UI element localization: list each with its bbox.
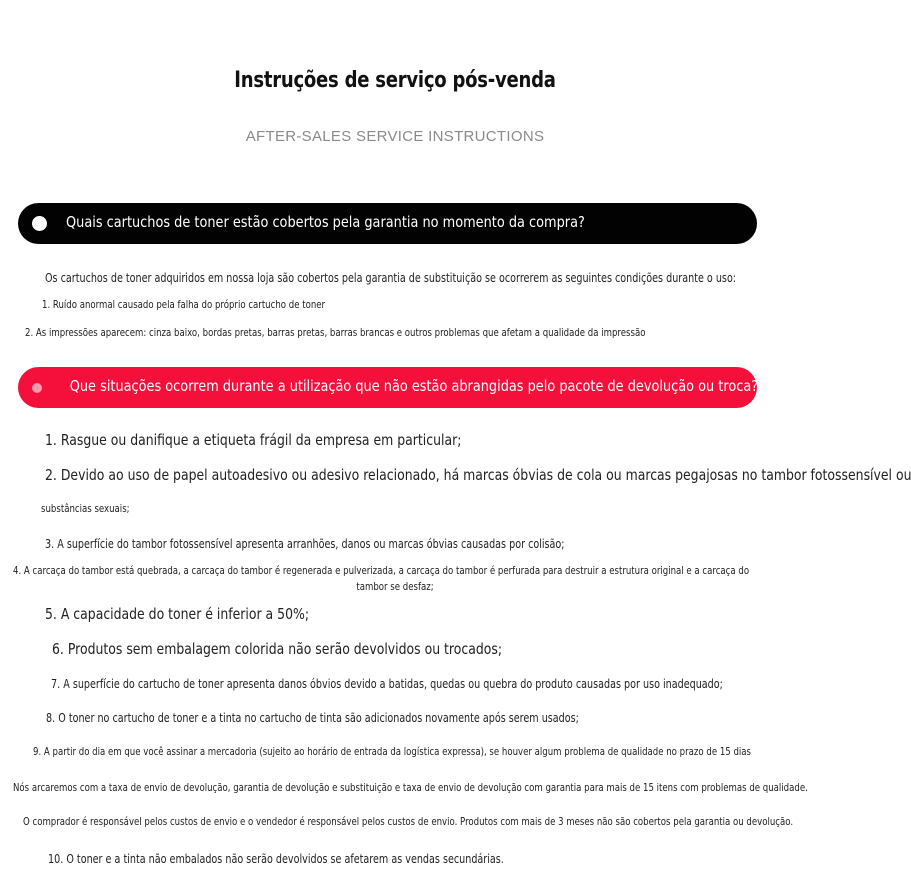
exclusion-item-6: 6. Produtos sem embalagem colorida não serão devolvidos ou trocados; [52, 640, 503, 658]
page-title: Instruções de serviço pós-venda [234, 68, 556, 93]
exclusion-item-4: 4. A carcaça do tambor está quebrada, a carcaça do tambor é regenerada e pulverizada, a carcaça do tambor é perfurada para destruir a estrutura original e a carcaça do [13, 564, 750, 577]
exclusion-item-7: 7. A superfície do cartucho de toner apresenta danos óbvios devido a batidas, quedas ou quebra do produto causadas por uso inadequado; [51, 677, 723, 691]
exclusion-item-9: 9. A partir do dia em que você assinar a mercadoria (sujeito ao horário de entrada da logística expressa), se houver algum problema de qualidade no prazo de 15 dias [33, 745, 752, 758]
section-1-intro: Os cartuchos de toner adquiridos em nossa loja são cobertos pela garantia de substituição se ocorrerem as seguintes condições durante o uso: [45, 271, 737, 285]
exclusion-item-5: 5. A capacidade do toner é inferior a 50%; [45, 605, 310, 623]
warranty-item-1: 1. Ruído anormal causado pela falha do próprio cartucho de toner [42, 298, 326, 311]
exclusion-item-8: 8. O toner no cartucho de toner e a tinta no cartucho de tinta são adicionados novamente após serem usados; [46, 711, 579, 725]
exclusion-item-10: 10. O toner e a tinta não embalados não serão devolvidos se afetarem as vendas secundárias. [48, 852, 504, 866]
exclusion-item-2-continued: substâncias sexuais; [41, 502, 130, 515]
section-2-heading: Que situações ocorrem durante a utilização que não estão abrangidas pelo pacote de devolução ou troca? [69, 377, 759, 395]
exclusion-item-2: 2. Devido ao uso de papel autoadesivo ou adesivo relacionado, há marcas óbvias de cola ou marcas pegajosas no tambor fotossensível ou [45, 466, 911, 484]
warranty-item-2: 2. As impressões aparecem: cinza baixo, bordas pretas, barras pretas, barras brancas e outros problemas que afetam a qualidade da impressão [25, 326, 646, 339]
section-1-header-bar [18, 203, 757, 244]
section-2-header-bar [18, 367, 757, 408]
page-subtitle: AFTER-SALES SERVICE INSTRUCTIONS [245, 128, 545, 145]
exclusion-item-9-continued-1: Nós arcaremos com a taxa de envio de devolução, garantia de devolução e substituição e taxa de envio de devolução com garantia para mais de 15 itens com problemas de qualidade. [13, 781, 808, 794]
exclusion-item-4-continued: tambor se desfaz; [356, 580, 434, 593]
section-1-heading: Quais cartuchos de toner estão cobertos pela garantia no momento da compra? [66, 213, 585, 231]
exclusion-item-9-continued-2: O comprador é responsável pelos custos de envio e o vendedor é responsável pelos custos de envio. Produtos com mais de 3 meses não são cobertos pela garantia ou devolução. [23, 815, 794, 828]
exclusion-item-3: 3. A superfície do tambor fotossensível apresenta arranhões, danos ou marcas óbvias causadas por colisão; [45, 537, 565, 551]
exclusion-item-1: 1. Rasgue ou danifique a etiqueta frágil da empresa em particular; [45, 431, 462, 449]
bullet-dot-icon [32, 216, 47, 231]
bullet-dot-icon [32, 383, 42, 393]
